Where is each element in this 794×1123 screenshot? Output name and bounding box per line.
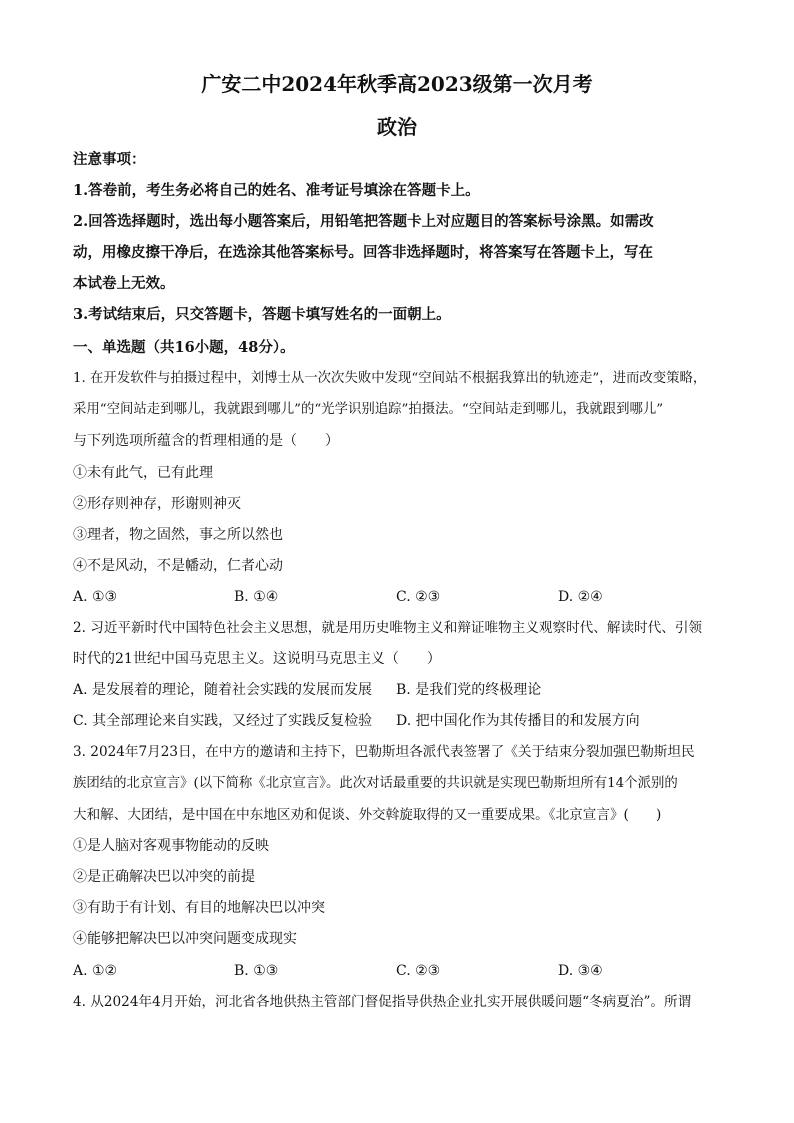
notice-item-2-line-2: 动，用橡皮擦干净后，在选涂其他答案标号。回答非选择题时，将答案写在答题卡上，写在 [73,244,653,261]
q3-statement-3: ③有助于有计划、有目的地解决巴以冲突 [73,900,325,916]
q2-option-c: C. 其全部理论来自实践，又经过了实践反复检验 [73,713,373,729]
q2-stem-line-2: 时代的21世纪中国马克思主义。这说明马克思主义（ ） [73,651,441,667]
notice-item-2-line-1: 2.回答选择题时，选出每小题答案后，用铅笔把答题卡上对应题目的答案标号涂黑。如需改 [73,213,654,230]
q3-statement-1: ①是人脑对客观事物能动的反映 [73,838,269,854]
q2-stem-line-1: 2. 习近平新时代中国特色社会主义思想，就是用历史唯物主义和辩证唯物主义观察时代、解读时代、引领 [73,620,703,636]
q1-stem-line-3: 与下列选项所蕴含的哲理相通的是（ ） [73,433,339,449]
notice-item-1: 1.答卷前，考生务必将自己的姓名、准考证号填涂在答题卡上。 [73,182,480,199]
q1-statement-1: ①未有此气，已有此理 [73,465,213,481]
q3-option-b: B. ①③ [234,963,279,979]
q1-option-d: D. ②④ [558,589,603,605]
exam-title: 广安二中2024年秋季高2023级第一次月考 [201,72,593,96]
section-heading: 一、单选题（共16小题，48分）。 [73,339,295,356]
q3-stem-line-1: 3. 2024年7月23日，在中方的邀请和主持下，巴勒斯坦各派代表签署了《关于结束分裂加强巴勒斯坦民 [73,744,695,760]
q1-statement-2: ②形存则神存，形谢则神灭 [73,496,241,512]
q3-option-c: C. ②③ [396,963,441,979]
q1-statement-3: ③理者，物之固然，事之所以然也 [73,527,283,543]
q1-stem-line-1: 1. 在开发软件与拍摄过程中，刘博士从一次次失败中发现“空间站不根据我算出的轨迹走”，进而改变策略， [73,371,707,386]
q1-statement-4: ④不是风动，不是幡动，仁者心动 [73,558,283,574]
q3-stem-line-3: 大和解、大团结，是中国在中东地区劝和促谈、外交斡旋取得的又一重要成果。《北京宣言》( ) [73,807,662,823]
q1-option-a: A. ①③ [73,589,118,605]
q3-statement-4: ④能够把解决巴以冲突问题变成现实 [73,931,297,947]
notice-item-3: 3.考试结束后，只交答题卡，答题卡填写姓名的一面朝上。 [73,306,451,323]
q3-option-a: A. ①② [73,963,118,979]
notice-item-2-line-3: 本试卷上无效。 [73,275,175,292]
q1-option-c: C. ②③ [396,589,441,605]
q2-option-d: D. 把中国化作为其传播目的和发展方向 [396,713,640,729]
q3-stem-line-2: 族团结的北京宣言》(以下简称《北京宣言》。此次对话最重要的共识就是实现巴勒斯坦所有14个派别的 [73,776,678,791]
q1-option-b: B. ①④ [234,589,279,605]
notice-heading: 注意事项： [73,151,146,168]
q3-option-d: D. ③④ [558,963,603,979]
q2-option-a: A. 是发展着的理论，随着社会实践的发展而发展 [73,682,373,698]
q1-stem-line-2: 采用“空间站走到哪儿，我就跟到哪儿”的“光学识别追踪”拍摄法。“空间站走到哪儿，我就跟到哪儿” [73,402,664,417]
exam-subject: 政治 [377,115,417,139]
q2-option-b: B. 是我们党的终极理论 [396,682,542,698]
q3-statement-2: ②是正确解决巴以冲突的前提 [73,869,255,885]
q4-stem-line-1: 4. 从2024年4月开始，河北省各地供热主管部门督促指导供热企业扎实开展供暖问题“冬病夏治”。所谓 [73,994,692,1010]
